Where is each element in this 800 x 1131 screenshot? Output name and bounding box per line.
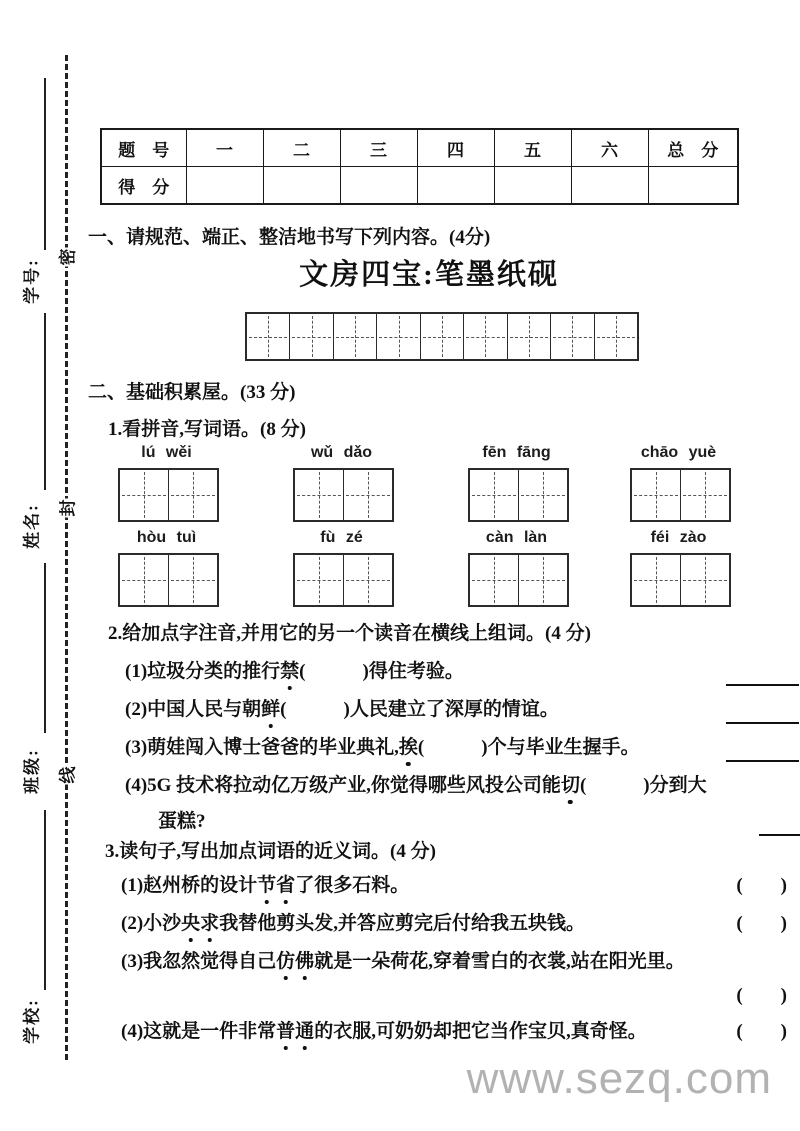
writing-cell[interactable] — [470, 470, 518, 520]
score-cell[interactable] — [571, 167, 648, 205]
seal-char-feng: 封 — [50, 499, 83, 518]
writing-cell[interactable] — [507, 314, 550, 359]
student-id-write-line[interactable] — [44, 78, 46, 250]
q3-item-3-answer-line — [121, 980, 800, 1006]
answer-paren[interactable]: ( ) — [736, 913, 787, 934]
q3-item-3 — [121, 946, 800, 972]
student-id-field-label: 学号: — [22, 258, 42, 304]
emphasized-char: 挨 — [398, 737, 418, 758]
pinyin-label: féi zào — [650, 529, 707, 546]
answer-paren[interactable]: ( ) — [736, 985, 787, 1006]
score-table-header-q4: 四 — [417, 129, 494, 167]
emphasized-char: 仿 — [276, 951, 296, 972]
pinyin-label: chāo yuè — [640, 444, 717, 461]
writing-cell[interactable] — [168, 555, 217, 605]
score-cell-total[interactable] — [648, 167, 738, 205]
score-cell[interactable] — [494, 167, 571, 205]
q2-heading: 2.给加点字注音,并用它的另一个读音在横线上组词。(4 分) — [108, 623, 591, 644]
score-table-header-q3: 三 — [340, 129, 417, 167]
q2-item-4-text: (4)5G 技术将拉动亿万级产业,你觉得哪些风投公司能切( )分到大 — [125, 775, 707, 796]
q3-heading: 3.读句子,写出加点词语的近义词。(4 分) — [105, 841, 436, 862]
q2-item-3-text: (3)萌娃闯入博士爸爸的毕业典礼,挨( )个与毕业生握手。 — [125, 737, 640, 758]
writing-cell[interactable] — [295, 555, 343, 605]
seal-char-xian: 线 — [50, 766, 83, 785]
seal-dashed-line — [65, 55, 68, 1060]
q2-item-4-text2: 蛋糕? — [158, 811, 206, 832]
writing-cell[interactable] — [343, 555, 392, 605]
writing-cell[interactable] — [632, 555, 680, 605]
score-table-header-total: 总 分 — [648, 129, 738, 167]
score-table-header-q6: 六 — [571, 129, 648, 167]
site-watermark: www.sezq.com — [466, 1054, 772, 1103]
pinyin-word-group — [293, 529, 390, 607]
q3-item-4 — [121, 1016, 800, 1042]
writing-cell[interactable] — [120, 555, 168, 605]
writing-cell[interactable] — [333, 314, 376, 359]
q3-item-2-text: (2)小沙央求我替他剪头发,并答应剪完后付给我五块钱。 — [121, 913, 585, 934]
word-writing-box — [118, 468, 219, 522]
writing-cell[interactable] — [518, 555, 567, 605]
seal-char-mi: 密 — [50, 248, 83, 267]
q2-item-4 — [125, 770, 800, 796]
emphasized-char: 求 — [200, 913, 220, 934]
pinyin-word-group — [118, 529, 215, 607]
emphasized-char: 节 — [257, 875, 277, 896]
pinyin-word-group — [468, 444, 565, 522]
writing-cell[interactable] — [376, 314, 419, 359]
emphasized-char: 鲜 — [261, 699, 281, 720]
pinyin-label: fēn fāng — [482, 444, 551, 461]
q3-item-2 — [121, 908, 800, 934]
section1-heading: 一、请规范、端正、整洁地书写下列内容。(4分) — [88, 227, 491, 248]
pinyin-label: fù zé — [320, 529, 363, 546]
name-field-label: 姓名: — [22, 503, 42, 549]
q1-heading: 1.看拼音,写词语。(8 分) — [108, 419, 306, 440]
pinyin-word-group — [630, 444, 727, 522]
q2-item-3 — [125, 732, 800, 758]
writing-cell[interactable] — [295, 470, 343, 520]
pinyin-label: lú wěi — [141, 444, 192, 461]
score-row-label: 得 分 — [101, 167, 186, 205]
emphasized-char: 省 — [276, 875, 296, 896]
answer-paren[interactable]: ( ) — [736, 1021, 787, 1042]
answer-blank-line[interactable] — [726, 684, 799, 686]
writing-cell[interactable] — [680, 555, 729, 605]
writing-cell[interactable] — [168, 470, 217, 520]
score-table-header-q2: 二 — [263, 129, 340, 167]
word-writing-box — [630, 553, 731, 607]
pinyin-word-group — [630, 529, 727, 607]
score-table-header-q5: 五 — [494, 129, 571, 167]
q2-item-1 — [125, 656, 800, 682]
emphasized-char: 普 — [276, 1021, 296, 1042]
word-writing-box — [293, 553, 394, 607]
score-cell[interactable] — [340, 167, 417, 205]
section2-heading: 二、基础积累屋。(33 分) — [88, 382, 296, 403]
answer-blank-line[interactable] — [726, 760, 799, 762]
writing-cell[interactable] — [470, 555, 518, 605]
answer-blank-line[interactable] — [759, 834, 800, 836]
emphasized-char: 禁 — [280, 661, 300, 682]
q3-item-3-text: (3)我忽然觉得自己仿佛就是一朵荷花,穿着雪白的衣裳,站在阳光里。 — [121, 951, 685, 972]
q2-item-4-line2 — [158, 806, 800, 832]
pinyin-word-group — [293, 444, 390, 522]
writing-cell[interactable] — [550, 314, 593, 359]
q2-item-2 — [125, 694, 800, 720]
score-cell[interactable] — [417, 167, 494, 205]
score-cell[interactable] — [186, 167, 263, 205]
word-writing-box — [468, 553, 569, 607]
class-field-label: 班级: — [22, 748, 42, 794]
paper-content — [88, 0, 787, 1131]
writing-cell[interactable] — [518, 470, 567, 520]
writing-cell[interactable] — [594, 314, 637, 359]
score-table-header-q1: 一 — [186, 129, 263, 167]
word-writing-box — [468, 468, 569, 522]
emphasized-char: 切 — [560, 775, 580, 796]
pinyin-label: wǔ dǎo — [310, 444, 373, 461]
name-write-line[interactable] — [44, 313, 46, 490]
score-table-header-timuhao: 题 号 — [101, 129, 186, 167]
score-cell[interactable] — [263, 167, 340, 205]
emphasized-char: 通 — [295, 1021, 315, 1042]
writing-cell[interactable] — [680, 470, 729, 520]
writing-cell[interactable] — [420, 314, 463, 359]
writing-cell[interactable] — [632, 470, 680, 520]
q3-item-1 — [121, 870, 800, 896]
pinyin-word-group — [118, 444, 215, 522]
writing-cell[interactable] — [247, 314, 289, 359]
copy-writing-grid — [245, 312, 639, 361]
q3-item-1-text: (1)赵州桥的设计节省了很多石料。 — [121, 875, 410, 896]
writing-cell[interactable] — [343, 470, 392, 520]
answer-blank-line[interactable] — [726, 722, 799, 724]
copy-text: 文房四宝:笔墨纸砚 — [299, 259, 559, 291]
writing-cell[interactable] — [289, 314, 332, 359]
word-writing-box — [118, 553, 219, 607]
q2-item-2-text: (2)中国人民与朝鲜( )人民建立了深厚的情谊。 — [125, 699, 559, 720]
pinyin-label: hòu tuì — [136, 529, 197, 546]
pinyin-label: càn làn — [485, 529, 548, 546]
score-table — [100, 128, 739, 205]
school-field-label: 学校: — [22, 998, 42, 1044]
q3-item-4-text: (4)这就是一件非常普通的衣服,可奶奶却把它当作宝贝,真奇怪。 — [121, 1021, 647, 1042]
word-writing-box — [630, 468, 731, 522]
word-writing-box — [293, 468, 394, 522]
writing-cell[interactable] — [120, 470, 168, 520]
writing-cell[interactable] — [463, 314, 506, 359]
class-write-line[interactable] — [44, 563, 46, 733]
pinyin-word-group — [468, 529, 565, 607]
emphasized-char: 佛 — [295, 951, 315, 972]
school-write-line[interactable] — [44, 810, 46, 990]
emphasized-char: 央 — [181, 913, 201, 934]
answer-paren[interactable]: ( ) — [736, 875, 787, 896]
q2-item-1-text: (1)垃圾分类的推行禁( )得住考验。 — [125, 661, 464, 682]
